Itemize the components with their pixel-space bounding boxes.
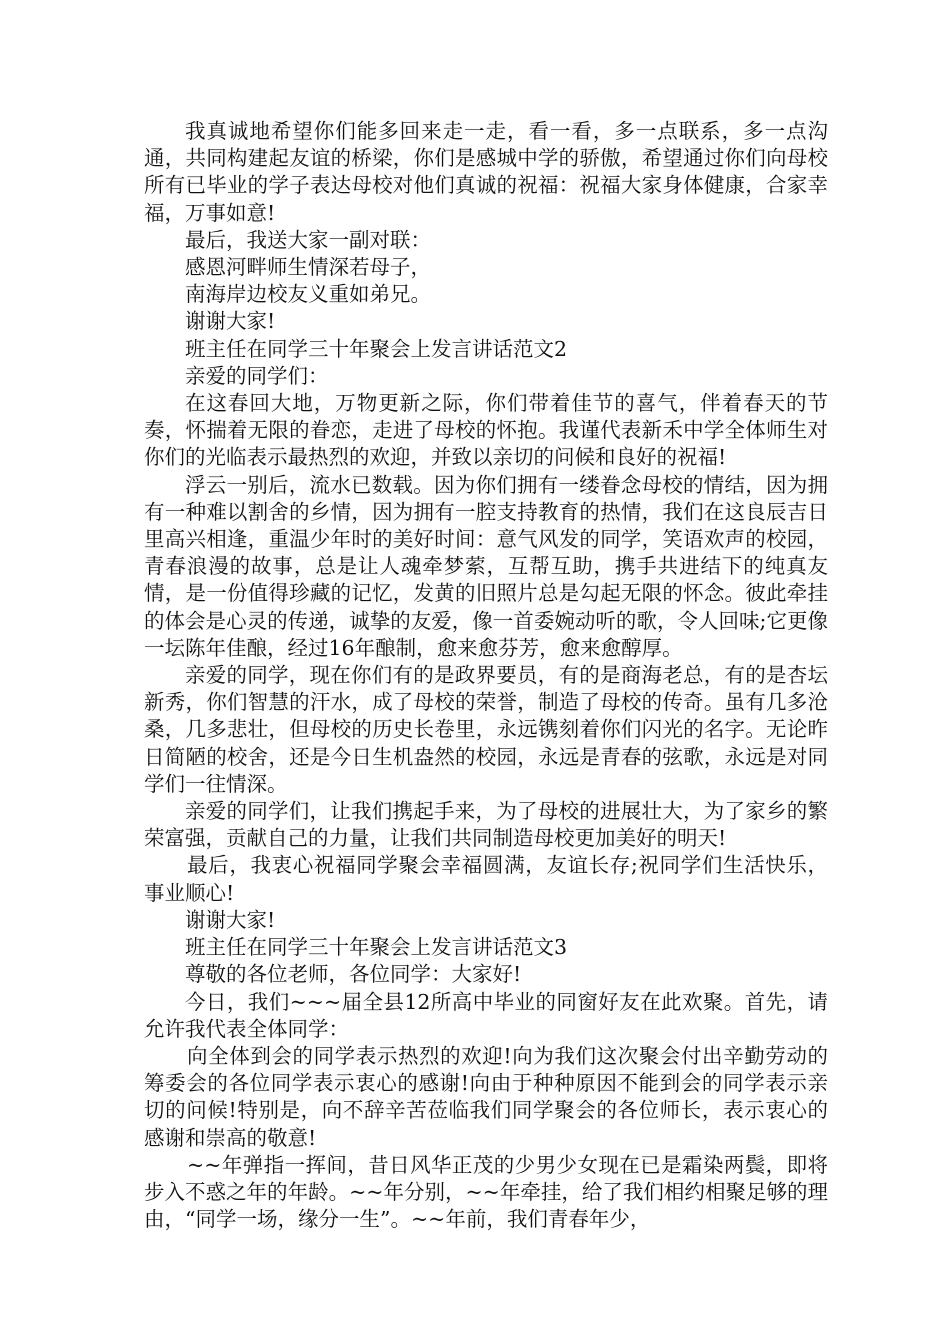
paragraph-thanks-1: 谢谢大家! xyxy=(185,309,276,334)
section-heading-2: 班主任在同学三十年聚会上发言讲话范文2 xyxy=(185,336,568,361)
paragraph-salutation-2: 亲爱的同学们： xyxy=(185,363,329,388)
paragraph-thanks-2: 谢谢大家! xyxy=(185,907,276,932)
paragraph-memories: 浮云一别后，流水已数载。因为你们拥有一缕眷念母校的情结，因为拥有一种难以割舍的乡情，因为拥有一腔支持教育的热情，我们在这良辰吉日里高兴相逢，重温少年时的美好时间：意气风发的同学，笑语欢声的校园，青春浪漫的故事，总是让人魂牵梦萦，互帮互助，携手共进结下的纯真友情，是一份值得珍藏的记忆，发黄的旧照片总是勾起无限的怀念。彼此牵挂的体会是心灵的传递，诚挚的友爱，像一首委婉动听的歌，令人回味;它更像一坛陈年佳酿，经过16年酿制，愈来愈芬芳，愈来愈醇厚。 xyxy=(144,472,828,660)
paragraph-years-passed: ~~年弹指一挥间，昔日风华正茂的少男少女现在已是霜染两鬓，即将步入不惑之年的年龄。~~年分别，~~年牵挂，给了我们相约相聚足够的理由，“同学一场，缘分一生”。~~年前，我们青春年少， xyxy=(144,1152,828,1232)
section-heading-3: 班主任在同学三十年聚会上发言讲话范文3 xyxy=(185,935,568,960)
paragraph-closing-wish: 我真诚地希望你们能多回来走一走，看一看，多一点联系，多一点沟通，共同构建起友谊的桥梁，你们是感城中学的骄傲，希望通过你们向母校所有已毕业的学子表达母校对他们真诚的祝福：祝福大家身体健康，合家幸福，万事如意! xyxy=(144,119,828,225)
paragraph-salutation-3: 尊敬的各位老师，各位同学：大家好! xyxy=(185,962,522,987)
paragraph-call-to-action: 亲爱的同学们，让我们携起手来，为了母校的进展壮大，为了家乡的繁荣富强，贡献自己的力量，让我们共同制造母校更加美好的明天! xyxy=(144,799,828,851)
paragraph-final-wish: 最后，我衷心祝福同学聚会幸福圆满，友谊长存;祝同学们生活快乐，事业顺心! xyxy=(144,853,828,905)
paragraph-welcome: 在这春回大地，万物更新之际，你们带着佳节的喜气，伴着春天的节奏，怀揣着无限的眷恋，走进了母校的怀抱。我谨代表新禾中学全体师生对你们的光临表示最热烈的欢迎，并致以亲切的问候和良好的祝福! xyxy=(144,391,828,470)
document-body xyxy=(144,118,828,1233)
paragraph-gathering: 今日，我们~~~届全县12所高中毕业的同窗好友在此欢聚。首先，请允许我代表全体同学： xyxy=(144,989,828,1041)
paragraph-couplet-line-2: 南海岸边校友义重如弟兄。 xyxy=(185,282,431,307)
paragraph-gratitude: 向全体到会的同学表示热烈的欢迎!向为我们这次聚会付出辛勤劳动的筹委会的各位同学表示衷心的感谢!向由于种种原因不能到会的同学表示亲切的问候!特别是，向不辞辛苦莅临我们同学聚会的各位师长，表示衷心的感谢和崇高的敬意! xyxy=(144,1043,828,1150)
paragraph-couplet-intro: 最后，我送大家一副对联： xyxy=(185,227,431,252)
paragraph-achievements: 亲爱的同学，现在你们有的是政界要员，有的是商海老总，有的是杏坛新秀，你们智慧的汗水，成了母校的荣誉，制造了母校的传奇。虽有几多沧桑，几多悲壮，但母校的历史长卷里，永远镌刻着你们闪光的名字。无论昨日简陋的校舍，还是今日生机盎然的校园，永远是青春的弦歌，永远是对同学们一往情深。 xyxy=(144,663,828,796)
paragraph-couplet-line-1: 感恩河畔师生情深若母子， xyxy=(185,255,431,280)
